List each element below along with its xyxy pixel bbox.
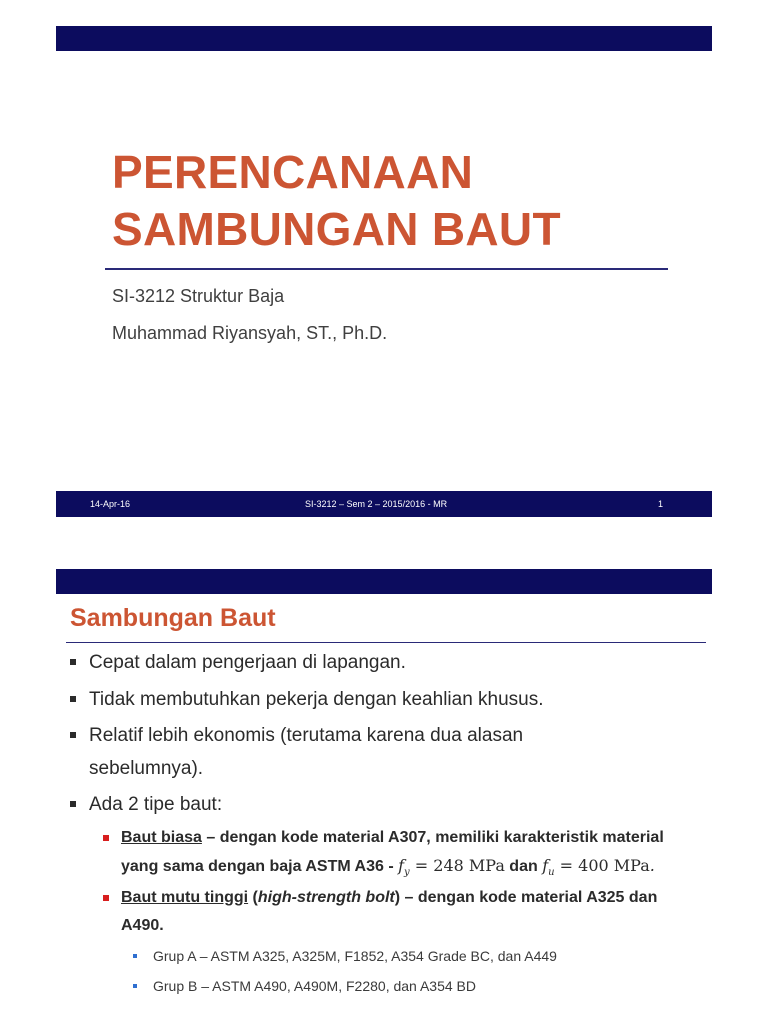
author-name: Muhammad Riyansyah, ST., Ph.D. bbox=[112, 323, 388, 343]
fy-symbol: $f_y$ bbox=[398, 856, 410, 879]
bullet-text: Cepat dalam pengerjaan di lapangan. bbox=[89, 652, 406, 673]
group-text: Grup B – ASTM A490, A490M, F2280, dan A354 BD bbox=[153, 978, 476, 994]
bolt-type-term: Baut biasa bbox=[121, 829, 202, 846]
blue-square-bullet-icon bbox=[133, 954, 137, 958]
square-bullet-icon bbox=[70, 732, 76, 738]
blue-square-bullet-icon bbox=[133, 984, 137, 988]
footer-page-number: 1 bbox=[658, 499, 664, 509]
bullet-text: Tidak membutuhkan pekerja dengan keahlian khusus. bbox=[89, 689, 544, 710]
title-divider bbox=[105, 268, 668, 270]
section-title: Sambungan Baut bbox=[70, 604, 276, 632]
group-text: Grup A – ASTM A325, A325M, F1852, A354 Grade BC, dan A449 bbox=[153, 948, 557, 964]
bullet-text: Ada 2 tipe baut: bbox=[89, 794, 223, 815]
bullet-text: Relatif lebih ekonomis (terutama karena dua alasan sebelumnya). bbox=[89, 725, 524, 779]
header-bar-slide-2 bbox=[56, 569, 712, 594]
footer-course: SI-3212 – Sem 2 – 2015/2016 - MR bbox=[305, 499, 448, 509]
red-square-bullet-icon bbox=[103, 895, 109, 901]
sub-bullet-text: Baut biasa – dengan kode material A307, memiliki karakteristik material yang sama dengan baja ASTM $A36 - f_y = 248$ MPa dan $f_u = 400$ MPa. bbox=[121, 829, 664, 879]
sub-bullet-text: Baut mutu tinggi (high-strength bolt) – dengan kode material A325 dan A490. bbox=[121, 889, 658, 934]
red-square-bullet-icon bbox=[103, 835, 109, 841]
title-line-2: SAMBUNGAN BAUT bbox=[112, 203, 561, 255]
slide-title bbox=[112, 144, 561, 258]
square-bullet-icon bbox=[70, 801, 76, 807]
bolt-type-term: Baut mutu tinggi bbox=[121, 889, 249, 906]
section-divider bbox=[66, 642, 706, 643]
title-line-1: PERENCANAAN bbox=[112, 146, 474, 198]
header-bar bbox=[56, 26, 712, 51]
course-name: SI-3212 Struktur Baja bbox=[112, 286, 285, 306]
footer-date: 14-Apr-16 bbox=[90, 499, 131, 509]
footer-bar bbox=[56, 491, 712, 517]
fu-symbol: $f_u$ bbox=[542, 856, 555, 879]
square-bullet-icon bbox=[70, 696, 76, 702]
square-bullet-icon bbox=[70, 659, 76, 665]
